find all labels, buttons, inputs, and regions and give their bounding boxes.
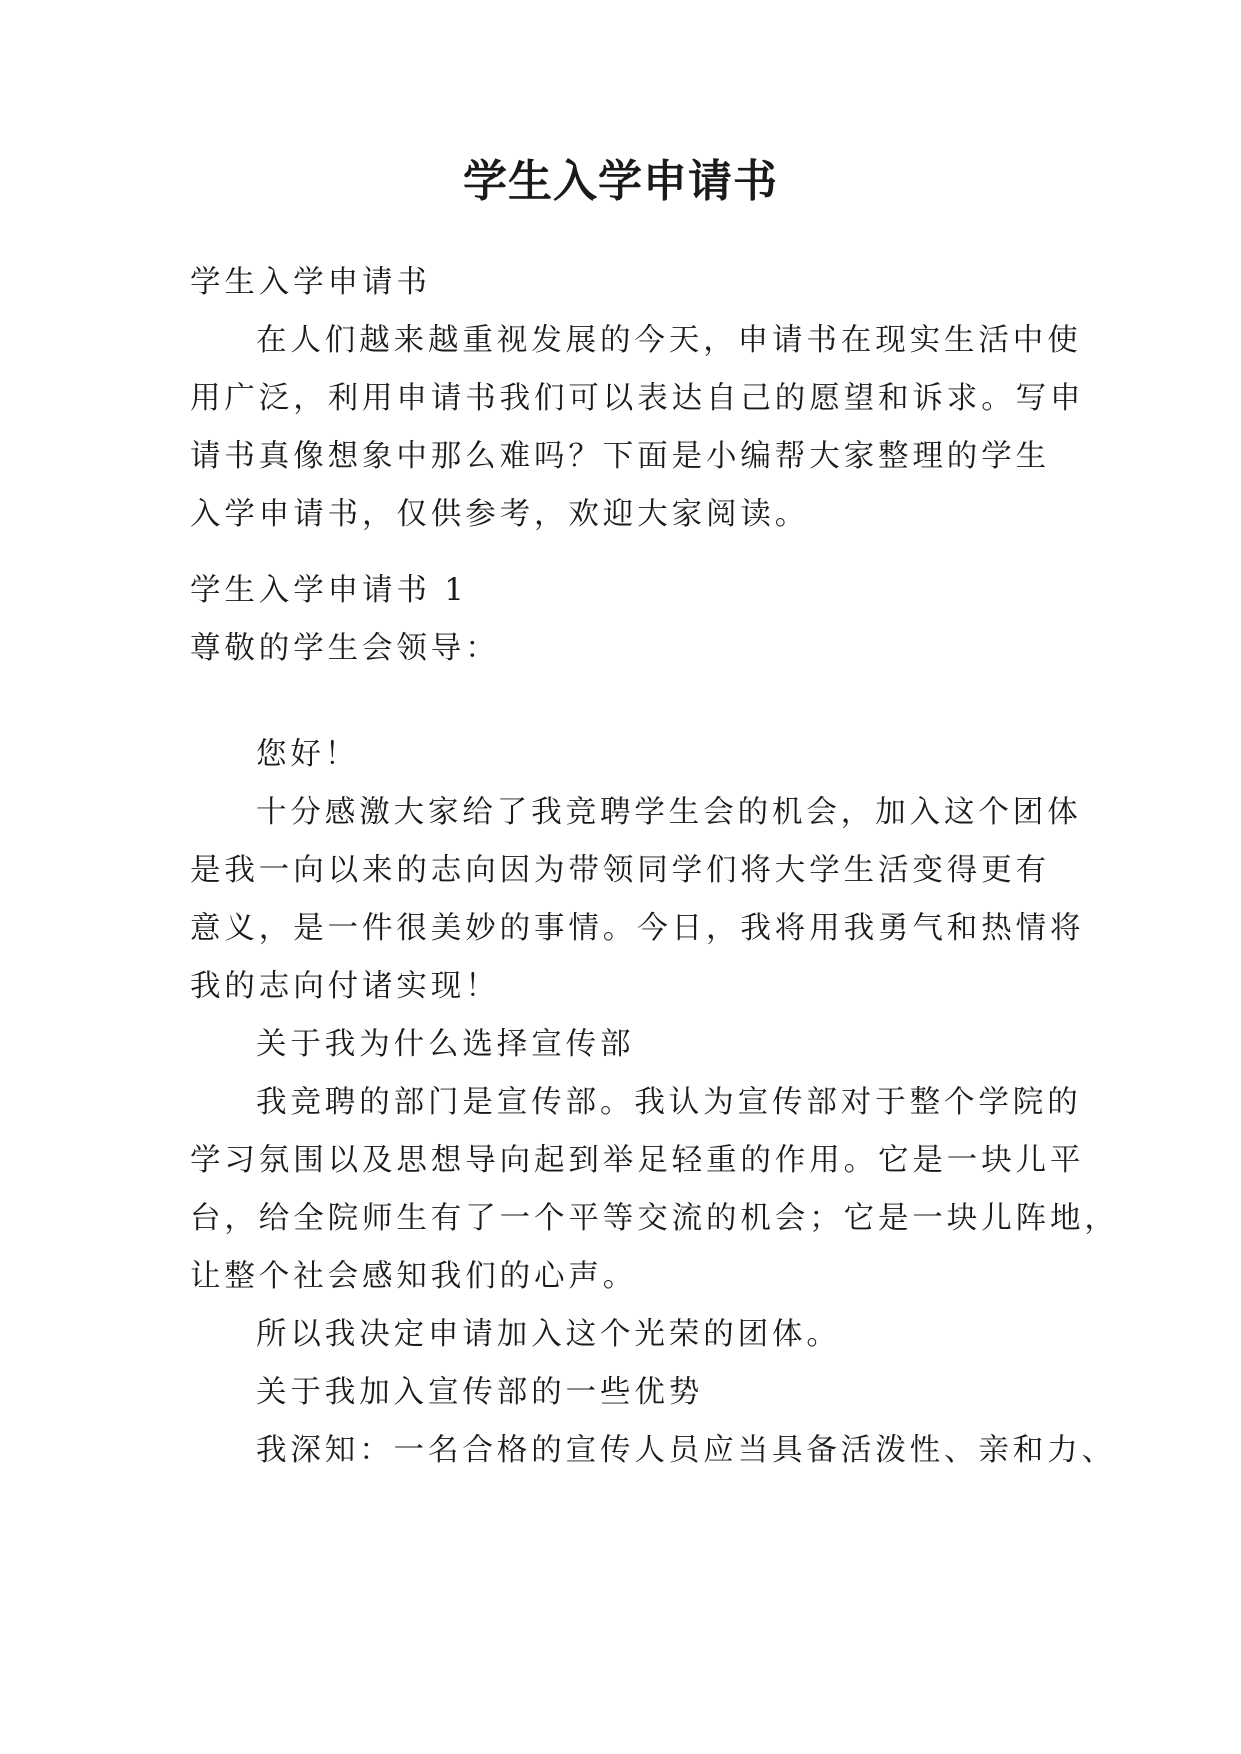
section-heading: 学生入学申请书 1	[190, 573, 468, 608]
heading-advantage: 关于我加入宣传部的一些优势	[256, 1375, 704, 1410]
paragraph-line: 意义，是一件很美妙的事情。今日，我将用我勇气和热情将	[190, 911, 1085, 946]
paragraph-line: 台，给全院师生有了一个平等交流的机会；它是一块儿阵地，	[190, 1201, 1119, 1236]
decision-line: 所以我决定申请加入这个光荣的团体。	[256, 1317, 841, 1352]
subtitle: 学生入学申请书	[190, 265, 431, 300]
paragraph-line: 让整个社会感知我们的心声。	[190, 1259, 638, 1294]
paragraph-line: 我的志向付诸实现！	[190, 969, 500, 1004]
paragraph-line: 是我一向以来的志向因为带领同学们将大学生活变得更有	[190, 853, 1050, 888]
intro-paragraph	[190, 312, 1085, 544]
intro-line: 入学申请书，仅供参考，欢迎大家阅读。	[190, 497, 810, 532]
paragraph-line: 学习氛围以及思想导向起到举足轻重的作用。它是一块儿平	[190, 1143, 1085, 1178]
intro-line: 用广泛，利用申请书我们可以表达自己的愿望和诉求。写申	[190, 381, 1085, 416]
paragraph-3-line: 我深知：一名合格的宣传人员应当具备活泼性、亲和力、	[256, 1433, 1116, 1468]
paragraph-line: 我竞聘的部门是宣传部。我认为宣传部对于整个学院的	[256, 1085, 1082, 1120]
heading-why-propaganda: 关于我为什么选择宣传部	[256, 1027, 635, 1062]
paragraph-line: 十分感激大家给了我竞聘学生会的机会，加入这个团体	[256, 795, 1082, 830]
paragraph-2	[190, 1074, 1119, 1306]
salutation: 尊敬的学生会领导：	[190, 631, 500, 666]
intro-line: 在人们越来越重视发展的今天，申请书在现实生活中使	[256, 323, 1082, 358]
document-title: 学生入学申请书	[463, 156, 778, 207]
intro-line: 请书真像想象中那么难吗？下面是小编帮大家整理的学生	[190, 439, 1050, 474]
greeting: 您好！	[256, 737, 360, 772]
paragraph-1	[190, 784, 1085, 1016]
